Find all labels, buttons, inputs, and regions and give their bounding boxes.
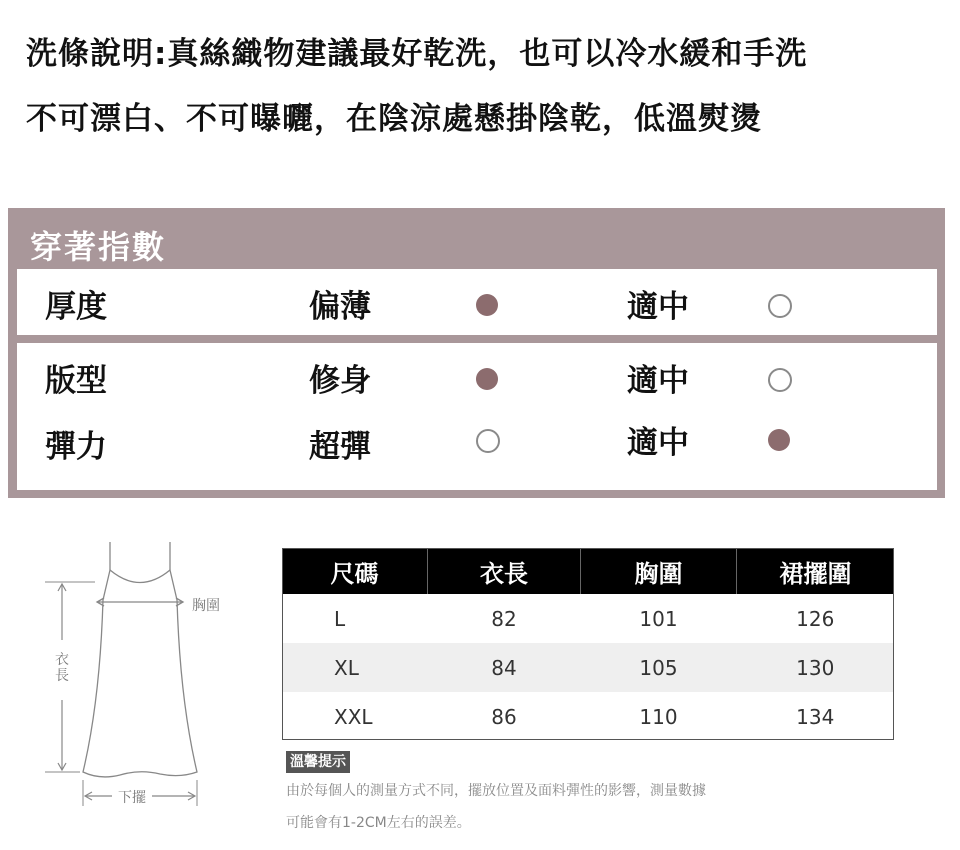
wear-index-title: 穿著指數 xyxy=(30,228,167,266)
wear-option-2: 適中 xyxy=(627,363,689,399)
cell-hem: 126 xyxy=(796,606,835,631)
indicator-dot-option-1 xyxy=(476,429,500,453)
wear-row-label: 厚度 xyxy=(45,289,107,325)
wear-row-elasticity xyxy=(17,409,937,490)
header-length: 衣長 xyxy=(428,548,581,594)
cell-length: 86 xyxy=(491,704,517,729)
cell-bust: 101 xyxy=(639,606,678,631)
wear-row-thickness xyxy=(17,269,937,335)
cell-bust: 110 xyxy=(639,704,678,729)
care-instructions-line-1: 洗條說明:真絲織物建議最好乾洗，也可以冷水緩和手洗 xyxy=(26,36,808,72)
wear-row-fit xyxy=(17,343,937,409)
indicator-dot-option-2 xyxy=(768,294,792,318)
wear-option-1: 偏薄 xyxy=(309,289,371,325)
table-row xyxy=(282,594,894,643)
wear-row-label: 彈力 xyxy=(45,429,107,465)
wear-option-2: 適中 xyxy=(627,289,689,325)
wear-index-panel xyxy=(8,208,945,498)
cell-length: 84 xyxy=(428,643,581,692)
table-row xyxy=(282,692,894,741)
care-instructions-line-2: 不可漂白、不可曝曬，在陰涼處懸掛陰乾，低溫熨燙 xyxy=(26,101,762,137)
wear-row-label: 版型 xyxy=(45,363,107,399)
indicator-dot-option-2 xyxy=(768,429,790,451)
wear-option-1: 超彈 xyxy=(309,429,371,465)
indicator-dot-option-2 xyxy=(768,368,792,392)
table-header-row xyxy=(282,548,894,594)
indicator-dot-option-1 xyxy=(476,294,498,316)
notice-text-line-1: 由於每個人的測量方式不同，擺放位置及面料彈性的影響，測量數據 xyxy=(286,783,706,799)
cell-size: L xyxy=(334,606,346,631)
notice-badge: 溫馨提示 xyxy=(286,751,350,773)
table-row xyxy=(282,643,894,692)
wear-option-2: 適中 xyxy=(627,425,689,461)
indicator-dot-option-1 xyxy=(476,368,498,390)
header-bust: 胸圍 xyxy=(581,548,737,594)
header-hem: 裙擺圍 xyxy=(737,548,895,594)
cell-length: 82 xyxy=(491,606,517,631)
notice-text-line-2: 可能會有1-2CM左右的誤差。 xyxy=(286,815,471,831)
cell-size: XL xyxy=(282,643,428,692)
cell-bust: 105 xyxy=(581,643,737,692)
size-chart-table xyxy=(282,548,894,741)
dress-outline-icon xyxy=(40,540,240,810)
bust-label: 胸圍 xyxy=(192,598,220,614)
cell-hem: 130 xyxy=(737,643,895,692)
hem-label: 下擺 xyxy=(118,790,146,806)
garment-diagram xyxy=(40,540,240,810)
length-label: 衣長 xyxy=(55,652,69,684)
wear-option-1: 修身 xyxy=(309,363,371,399)
cell-hem: 134 xyxy=(796,704,835,729)
header-size: 尺碼 xyxy=(282,548,428,594)
cell-size: XXL xyxy=(334,704,373,729)
